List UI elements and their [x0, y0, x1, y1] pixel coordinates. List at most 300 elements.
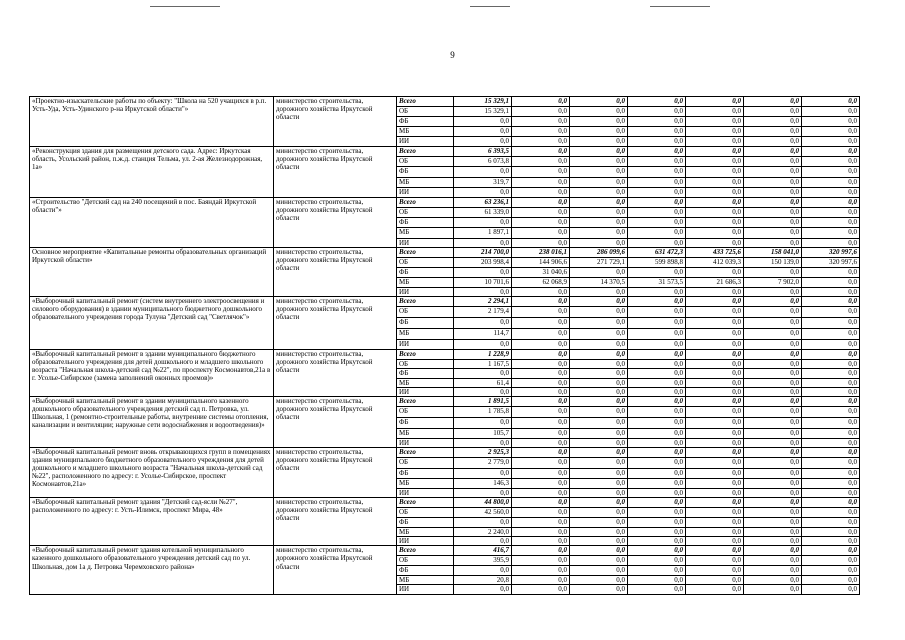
responsible-executor-text: министерство строительства, дорожного хозяйства Иркутской области [276, 498, 373, 523]
amount-cell: 0,0 [570, 228, 628, 239]
amount-cell: 0,0 [686, 307, 744, 318]
amount-cell: 0,0 [744, 448, 802, 458]
responsible-executor [274, 448, 397, 473]
amount-cell: 0,0 [802, 198, 860, 208]
amount-cell: 631 472,3 [628, 248, 686, 258]
funding-source: ОБ [397, 107, 454, 117]
funding-source: ИИ [397, 340, 454, 350]
amount-cell: 0,0 [570, 340, 628, 350]
amount-cell: 21 686,3 [686, 278, 744, 288]
amount-cell: 0,0 [686, 469, 744, 479]
table-row [30, 537, 860, 546]
amount-cell: 0,0 [570, 127, 628, 137]
amount-cell: 0,0 [744, 518, 802, 528]
amount-cell: 0,0 [802, 407, 860, 418]
amount-cell: 0,0 [454, 418, 512, 429]
amount-cell: 0,0 [628, 360, 686, 369]
amount-cell: 0,0 [570, 498, 628, 508]
amount-cell: 0,0 [802, 556, 860, 566]
amount-cell: 0,0 [454, 518, 512, 528]
responsible-executor-text: министерство строительства, дорожного хозяйства Иркутской области [276, 546, 373, 571]
table-row [30, 340, 860, 350]
amount-cell: 0,0 [454, 137, 512, 147]
amount-cell: 0,0 [744, 239, 802, 248]
amount-cell: 1 897,1 [454, 228, 512, 239]
table-row [30, 228, 860, 239]
amount-cell: 0,0 [802, 97, 860, 107]
amount-cell: 412 039,3 [686, 258, 744, 268]
amount-cell: 0,0 [454, 117, 512, 127]
funding-source: ОБ [397, 458, 454, 469]
responsible-executor [274, 288, 397, 297]
amount-cell: 0,0 [512, 407, 570, 418]
amount-cell: 0,0 [512, 537, 570, 546]
table-row [30, 97, 860, 107]
amount-cell: 0,0 [628, 576, 686, 585]
amount-cell: 0,0 [628, 369, 686, 379]
amount-cell: 42 560,0 [454, 508, 512, 518]
amount-cell: 0,0 [802, 498, 860, 508]
responsible-executor [274, 439, 397, 448]
amount-cell: 0,0 [570, 388, 628, 397]
amount-cell: 0,0 [628, 137, 686, 147]
amount-cell: 0,0 [686, 117, 744, 127]
amount-cell: 0,0 [512, 350, 570, 360]
responsible-executor-text: министерство строительства, дорожного хозяйства Иркутской области [276, 97, 373, 122]
amount-cell: 0,0 [628, 188, 686, 198]
amount-cell: 0,0 [802, 379, 860, 388]
amount-cell: 0,0 [744, 268, 802, 278]
amount-cell: 0,0 [744, 439, 802, 448]
funding-source: ФБ [397, 469, 454, 479]
amount-cell: 0,0 [802, 585, 860, 594]
amount-cell: 0,0 [802, 188, 860, 198]
amount-cell: 0,0 [512, 498, 570, 508]
amount-cell: 0,0 [570, 198, 628, 208]
amount-cell: 0,0 [628, 228, 686, 239]
funding-source: ФБ [397, 218, 454, 228]
amount-cell: 0,0 [744, 208, 802, 218]
amount-cell: 0,0 [802, 448, 860, 458]
amount-cell: 0,0 [802, 528, 860, 537]
amount-cell: 0,0 [454, 439, 512, 448]
amount-cell: 0,0 [570, 546, 628, 556]
funding-source: ОБ [397, 208, 454, 218]
amount-cell: 0,0 [686, 329, 744, 340]
amount-cell: 0,0 [744, 360, 802, 369]
amount-cell: 0,0 [744, 329, 802, 340]
amount-cell: 0,0 [686, 518, 744, 528]
amount-cell: 0,0 [802, 397, 860, 407]
amount-cell: 0,0 [802, 127, 860, 137]
table-row [30, 397, 860, 407]
amount-cell: 0,0 [512, 458, 570, 469]
amount-cell: 0,0 [512, 288, 570, 297]
responsible-executor-text: министерство строительства, дорожного хозяйства Иркутской области [276, 297, 373, 322]
amount-cell: 0,0 [454, 537, 512, 546]
amount-cell: 0,0 [744, 288, 802, 297]
amount-cell: 0,0 [512, 239, 570, 248]
measure-name-text: «Проектно-изыскательские работы по объекту: "Школа на 520 учащихся в р.п. Усть-Уда, Усть-Удинского р-на Иркутской области"» [32, 97, 267, 114]
table-row [30, 188, 860, 198]
amount-cell: 0,0 [686, 360, 744, 369]
amount-cell: 0,0 [744, 429, 802, 439]
amount-cell: 0,0 [628, 218, 686, 228]
measure-name [30, 429, 274, 439]
amount-cell: 0,0 [512, 167, 570, 178]
amount-cell: 0,0 [512, 518, 570, 528]
amount-cell: 0,0 [512, 157, 570, 167]
measure-name [30, 448, 274, 489]
amount-cell: 0,0 [628, 448, 686, 458]
amount-cell: 20,8 [454, 576, 512, 585]
amount-cell: 0,0 [744, 107, 802, 117]
amount-cell: 14 370,5 [570, 278, 628, 288]
amount-cell: 0,0 [570, 329, 628, 340]
amount-cell: 0,0 [454, 167, 512, 178]
amount-cell: 0,0 [570, 117, 628, 127]
amount-cell: 0,0 [512, 556, 570, 566]
funding-source: ИИ [397, 288, 454, 297]
amount-cell: 0,0 [628, 329, 686, 340]
table-row [30, 329, 860, 340]
responsible-executor [274, 228, 397, 239]
responsible-executor [274, 188, 397, 198]
amount-cell: 0,0 [686, 198, 744, 208]
funding-source: ФБ [397, 518, 454, 528]
amount-cell: 0,0 [628, 489, 686, 498]
amount-cell: 599 898,8 [628, 258, 686, 268]
table-row [30, 178, 860, 188]
amount-cell: 0,0 [512, 469, 570, 479]
amount-cell: 1 228,9 [454, 350, 512, 360]
responsible-executor [274, 537, 397, 546]
amount-cell: 0,0 [686, 178, 744, 188]
responsible-executor [274, 546, 397, 571]
amount-cell: 0,0 [686, 297, 744, 307]
amount-cell: 0,0 [454, 218, 512, 228]
amount-cell: 0,0 [628, 208, 686, 218]
amount-cell: 0,0 [686, 318, 744, 329]
amount-cell: 395,9 [454, 556, 512, 566]
amount-cell: 0,0 [802, 388, 860, 397]
amount-cell: 0,0 [628, 379, 686, 388]
responsible-executor-text: министерство строительства, дорожного хозяйства Иркутской области [276, 350, 373, 375]
funding-source: ОБ [397, 407, 454, 418]
amount-cell: 0,0 [570, 458, 628, 469]
amount-cell: 0,0 [512, 566, 570, 576]
measure-name-text: Основное мероприятие «Капитальные ремонты образовательных организаций Иркутской области» [32, 248, 267, 265]
amount-cell: 0,0 [744, 350, 802, 360]
amount-cell: 0,0 [570, 479, 628, 489]
amount-cell: 0,0 [686, 388, 744, 397]
amount-cell: 0,0 [686, 556, 744, 566]
measure-name [30, 537, 274, 546]
amount-cell: 0,0 [744, 228, 802, 239]
scan-artifact-line [470, 6, 510, 7]
table-row [30, 248, 860, 258]
measure-name [30, 288, 274, 297]
amount-cell: 0,0 [802, 178, 860, 188]
amount-cell: 0,0 [686, 566, 744, 576]
funding-source: МБ [397, 228, 454, 239]
funding-source: ФБ [397, 318, 454, 329]
responsible-executor [274, 127, 397, 137]
measure-name [30, 439, 274, 448]
amount-cell: 0,0 [802, 167, 860, 178]
table-row [30, 448, 860, 458]
amount-cell: 0,0 [512, 528, 570, 537]
amount-cell: 0,0 [744, 297, 802, 307]
responsible-executor-text: министерство строительства, дорожного хозяйства Иркутской области [276, 448, 373, 473]
measure-name-text: «Выборочный капитальный ремонт в здании муниципального бюджетного образовательного учреждения для детей дошкольного и младшего школьного возраста "Начальная школа-детский сад №22", по проспекту Космонавтов,21а в г. Усолье-Сибирское (замена заполнений оконных проемов)» [32, 350, 271, 383]
amount-cell: 0,0 [802, 268, 860, 278]
responsible-executor [274, 278, 397, 288]
funding-source: ИИ [397, 585, 454, 594]
amount-cell: 0,0 [686, 576, 744, 585]
amount-cell: 0,0 [686, 228, 744, 239]
amount-cell: 0,0 [802, 360, 860, 369]
funding-source: ФБ [397, 117, 454, 127]
amount-cell: 0,0 [802, 288, 860, 297]
funding-source: ИИ [397, 188, 454, 198]
measure-name [30, 127, 274, 137]
amount-cell: 0,0 [570, 97, 628, 107]
amount-cell: 0,0 [802, 318, 860, 329]
amount-cell: 0,0 [686, 479, 744, 489]
amount-cell: 62 068,9 [512, 278, 570, 288]
amount-cell: 0,0 [744, 167, 802, 178]
table-row [30, 268, 860, 278]
amount-cell: 0,0 [454, 585, 512, 594]
amount-cell: 7 902,0 [744, 278, 802, 288]
responsible-executor [274, 479, 397, 489]
measure-name [30, 350, 274, 383]
measure-name [30, 198, 274, 215]
measure-name [30, 329, 274, 340]
amount-cell: 0,0 [744, 458, 802, 469]
amount-cell: 0,0 [512, 307, 570, 318]
measure-name [30, 117, 274, 127]
table-row [30, 546, 860, 556]
measure-name [30, 188, 274, 198]
amount-cell: 0,0 [802, 297, 860, 307]
amount-cell: 0,0 [628, 418, 686, 429]
amount-cell: 0,0 [628, 585, 686, 594]
amount-cell: 0,0 [744, 397, 802, 407]
amount-cell: 0,0 [512, 329, 570, 340]
amount-cell: 144 906,6 [512, 258, 570, 268]
responsible-executor [274, 397, 397, 422]
funding-source: ФБ [397, 418, 454, 429]
amount-cell: 0,0 [512, 429, 570, 439]
amount-cell: 15 329,1 [454, 97, 512, 107]
amount-cell: 0,0 [686, 157, 744, 167]
amount-cell: 203 998,4 [454, 258, 512, 268]
amount-cell: 0,0 [512, 397, 570, 407]
amount-cell: 0,0 [802, 429, 860, 439]
amount-cell: 0,0 [570, 288, 628, 297]
amount-cell: 0,0 [744, 127, 802, 137]
amount-cell: 0,0 [802, 117, 860, 127]
amount-cell: 0,0 [570, 218, 628, 228]
amount-cell: 0,0 [802, 369, 860, 379]
measure-name [30, 518, 274, 528]
amount-cell: 0,0 [744, 508, 802, 518]
amount-cell: 0,0 [628, 288, 686, 297]
funding-source: МБ [397, 178, 454, 188]
funding-source: МБ [397, 329, 454, 340]
responsible-executor [274, 178, 397, 188]
page-number: 9 [450, 50, 455, 60]
funding-source: ИИ [397, 439, 454, 448]
amount-cell: 0,0 [802, 350, 860, 360]
amount-cell: 0,0 [628, 537, 686, 546]
amount-cell: 0,0 [686, 418, 744, 429]
responsible-executor [274, 198, 397, 223]
measure-name [30, 97, 274, 114]
amount-cell: 0,0 [454, 469, 512, 479]
amount-cell: 0,0 [802, 107, 860, 117]
amount-cell: 0,0 [628, 307, 686, 318]
amount-cell: 0,0 [744, 546, 802, 556]
funding-source: МБ [397, 479, 454, 489]
amount-cell: 0,0 [512, 208, 570, 218]
amount-cell: 0,0 [628, 566, 686, 576]
amount-cell: 0,0 [454, 566, 512, 576]
measure-name [30, 498, 274, 515]
table-row [30, 147, 860, 157]
amount-cell: 0,0 [744, 198, 802, 208]
measure-name-text: «Выборочный капитальный ремонт здания "Детский сад-ясли №27", расположенного по адресу: г. Усть-Илимск, проспект Мира, 48» [32, 498, 238, 515]
amount-cell: 0,0 [512, 218, 570, 228]
amount-cell: 0,0 [686, 379, 744, 388]
amount-cell: 0,0 [512, 178, 570, 188]
amount-cell: 0,0 [744, 469, 802, 479]
measure-name [30, 268, 274, 278]
amount-cell: 0,0 [454, 188, 512, 198]
amount-cell: 0,0 [570, 167, 628, 178]
amount-cell: 0,0 [686, 208, 744, 218]
amount-cell: 0,0 [512, 585, 570, 594]
amount-cell: 0,0 [512, 379, 570, 388]
amount-cell: 0,0 [628, 239, 686, 248]
budget-table-body [30, 97, 860, 595]
funding-source: МБ [397, 528, 454, 537]
amount-cell: 0,0 [512, 489, 570, 498]
responsible-executor [274, 379, 397, 388]
amount-cell: 0,0 [686, 498, 744, 508]
amount-cell: 0,0 [570, 157, 628, 167]
measure-name-text: «Выборочный капитальный ремонт вновь открывающихся групп в помещениях здания муниципального бюджетного образовательного учреждения для детей дошкольного и младшего школьного возраста "Начальная школа-детский сад №22", расположенного по адресу: г. Усолье-Сибирское, проспект Космонавтов,21а» [32, 448, 271, 489]
amount-cell: 0,0 [628, 318, 686, 329]
amount-cell: 0,0 [744, 157, 802, 167]
amount-cell: 0,0 [686, 448, 744, 458]
measure-name [30, 137, 274, 147]
amount-cell: 2 240,0 [454, 528, 512, 537]
amount-cell: 0,0 [686, 508, 744, 518]
amount-cell: 0,0 [570, 208, 628, 218]
amount-cell: 0,0 [686, 407, 744, 418]
amount-cell: 0,0 [512, 318, 570, 329]
amount-cell: 0,0 [686, 218, 744, 228]
amount-cell: 0,0 [454, 388, 512, 397]
amount-cell: 6 073,8 [454, 157, 512, 167]
amount-cell: 0,0 [686, 127, 744, 137]
table-row [30, 297, 860, 307]
amount-cell: 0,0 [512, 360, 570, 369]
amount-cell: 158 041,0 [744, 248, 802, 258]
amount-cell: 0,0 [570, 369, 628, 379]
table-row [30, 498, 860, 508]
amount-cell: 0,0 [744, 340, 802, 350]
table-row [30, 127, 860, 137]
amount-cell: 0,0 [570, 178, 628, 188]
amount-cell: 0,0 [802, 566, 860, 576]
amount-cell: 0,0 [512, 340, 570, 350]
amount-cell: 0,0 [744, 498, 802, 508]
table-row [30, 528, 860, 537]
amount-cell: 0,0 [686, 439, 744, 448]
amount-cell: 0,0 [570, 147, 628, 157]
responsible-executor [274, 489, 397, 498]
amount-cell: 0,0 [512, 137, 570, 147]
amount-cell: 320 997,6 [802, 248, 860, 258]
amount-cell: 2 294,1 [454, 297, 512, 307]
responsible-executor [274, 147, 397, 172]
responsible-executor [274, 97, 397, 122]
responsible-executor [274, 239, 397, 248]
amount-cell: 0,0 [454, 369, 512, 379]
amount-cell: 0,0 [454, 288, 512, 297]
amount-cell: 0,0 [744, 379, 802, 388]
amount-cell: 0,0 [570, 528, 628, 537]
amount-cell: 31 040,6 [512, 268, 570, 278]
amount-cell: 0,0 [628, 388, 686, 397]
table-row [30, 429, 860, 439]
amount-cell: 0,0 [570, 429, 628, 439]
measure-name [30, 489, 274, 498]
amount-cell: 0,0 [744, 188, 802, 198]
amount-cell: 0,0 [802, 518, 860, 528]
amount-cell: 0,0 [570, 439, 628, 448]
amount-cell: 0,0 [628, 97, 686, 107]
amount-cell: 15 329,1 [454, 107, 512, 117]
amount-cell: 0,0 [454, 127, 512, 137]
table-row [30, 576, 860, 585]
table-row [30, 137, 860, 147]
amount-cell: 0,0 [802, 329, 860, 340]
amount-cell: 0,0 [628, 469, 686, 479]
funding-source: Всего [397, 448, 454, 458]
amount-cell: 0,0 [628, 340, 686, 350]
amount-cell: 0,0 [744, 218, 802, 228]
funding-source: Всего [397, 297, 454, 307]
measure-name [30, 178, 274, 188]
amount-cell: 0,0 [512, 107, 570, 117]
amount-cell: 0,0 [512, 508, 570, 518]
amount-cell: 0,0 [744, 147, 802, 157]
measure-name [30, 340, 274, 350]
table-row [30, 218, 860, 228]
amount-cell: 2 179,4 [454, 307, 512, 318]
amount-cell: 0,0 [744, 369, 802, 379]
amount-cell: 0,0 [512, 418, 570, 429]
responsible-executor [274, 585, 397, 594]
amount-cell: 0,0 [802, 546, 860, 556]
table-row [30, 350, 860, 360]
responsible-executor [274, 137, 397, 147]
